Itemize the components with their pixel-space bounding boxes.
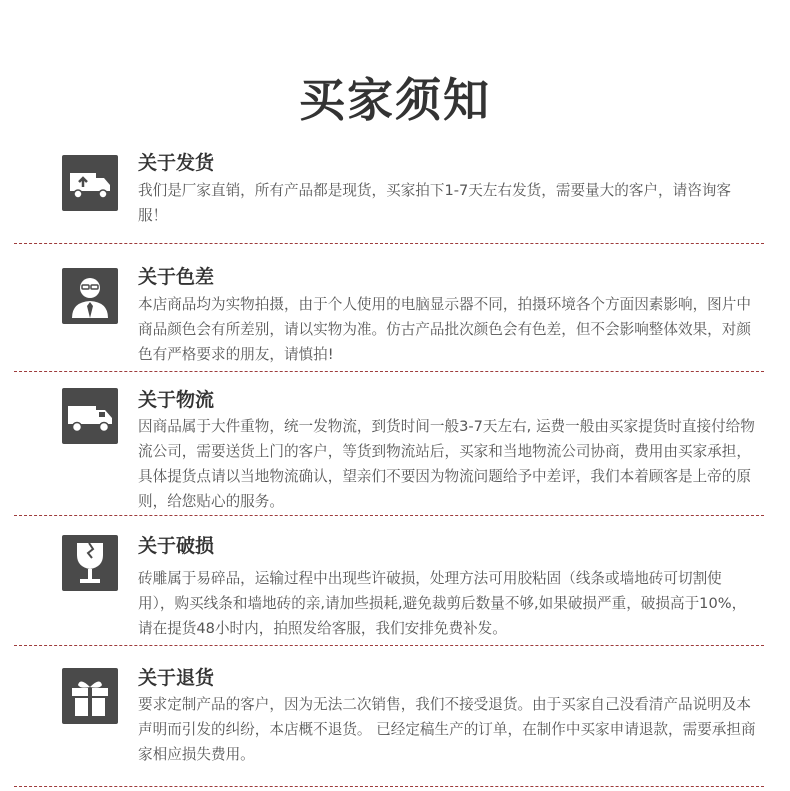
page-title: 买家须知 — [299, 73, 491, 127]
divider — [14, 243, 764, 244]
section-body-color: 本店商品均为实物拍摄，由于个人使用的电脑显示器不同，拍摄环境各个方面因素影响，图片中商品颜色会有所差别，请以实物为准。仿古产品批次颜色会有色差，但不会影响整体效果，对颜色有严格要求的朋友，请慎拍! — [138, 296, 751, 363]
section-body-logistics: 因商品属于大件重物，统一发物流，到货时间一般3-7天左右, 运费一般由买家提货时直接付给物流公司，需要送货上门的客户，等货到物流站后，买家和当地物流公司协商，费用由买家承担，具体提货点请以当地物流确认，望亲们不要因为物流问题给予中差评，我们本着顾客是上帝的原则，给您贴心的服务。 — [138, 418, 755, 510]
divider — [14, 515, 764, 516]
section-title-damage: 关于破损 — [138, 535, 215, 557]
broken-glass-icon — [62, 535, 118, 591]
section-body-shipping: 我们是厂家直销，所有产品都是现货，买家拍下1-7天左右发货，需要量大的客户，请咨询客服！ — [138, 182, 731, 224]
section-title-returns: 关于退货 — [138, 667, 215, 689]
section-title-logistics: 关于物流 — [138, 389, 215, 411]
section-title-shipping: 关于发货 — [138, 152, 215, 174]
truck-upload-icon — [62, 155, 118, 211]
gift-box-icon — [62, 668, 118, 724]
section-body-damage: 砖雕属于易碎品，运输过程中出现些许破损，处理方法可用胶粘固（线条或墙地砖可切割使用），购买线条和墙地砖的亲,请加些损耗,避免裁剪后数量不够,如果破损严重，破损高于10%，请在提货48小时内，拍照发给客服，我们安排免费补发。 — [138, 570, 747, 637]
section-title-color: 关于色差 — [138, 266, 215, 288]
section-body-returns: 要求定制产品的客户，因为无法二次销售，我们不接受退货。由于买家自己没看清产品说明及本声明而引发的纠纷，本店概不退货。 已经定稿生产的订单，在制作中买家申请退款，需要承担商家相应损失费用。 — [138, 696, 756, 763]
divider — [14, 371, 764, 372]
person-glasses-icon — [62, 268, 118, 324]
divider — [14, 786, 764, 787]
divider — [14, 645, 764, 646]
delivery-truck-icon — [62, 388, 118, 444]
